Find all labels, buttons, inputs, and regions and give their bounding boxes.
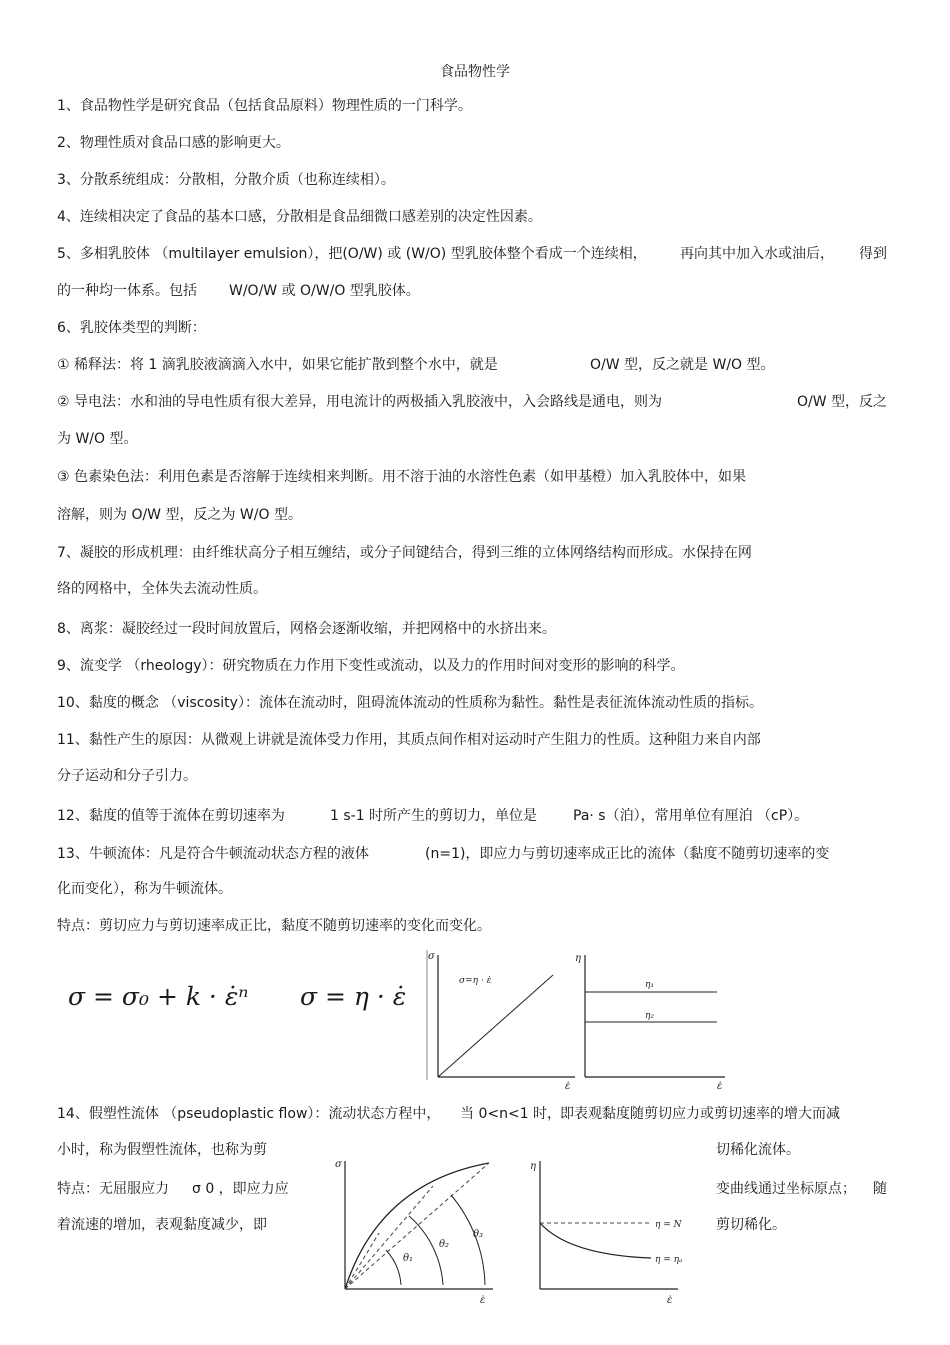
item-14-j: 着流速的增加，表观黏度减少，即 <box>57 1217 267 1233</box>
item-6-1-b: O/W 型，反之就是 W/O 型。 <box>590 357 775 373</box>
fig2-left-ylabel: σ <box>335 1159 342 1170</box>
item-3: 3、分散系统组成：分散相，分散介质（也称连续相）。 <box>57 172 395 188</box>
item-14-d: 小时，称为假塑性流体，也称为剪 <box>57 1142 267 1158</box>
item-6-3-a: ③ 色素染色法：利用色素是否溶解于连续相来判断。用不溶于油的水溶性色素（如甲基橙）加入乳胶体中，如果 <box>57 469 746 485</box>
fig2-theta2-arc <box>409 1216 443 1285</box>
item-12-b: 1 s-1 时所产生的剪切力，单位是 <box>330 808 538 824</box>
fig2-right-xlabel: ε̇ <box>667 1295 673 1306</box>
fig1-right-ylabel: η <box>575 953 581 964</box>
item-7-b: 络的网格中，全体失去流动性质。 <box>57 581 267 597</box>
item-5-part-b: 再向其中加入水或油后， <box>680 246 834 262</box>
item-8: 8、离浆：凝胶经过一段时间放置后，网格会逐渐收缩，并把网格中的水挤出来。 <box>57 621 556 637</box>
item-12-c: Pa· s（泊），常用单位有厘泊 （cP）。 <box>573 808 809 824</box>
item-13-c: 化而变化），称为牛顿流体。 <box>57 881 232 897</box>
fig1-eta2-label: η₂ <box>645 1011 654 1021</box>
item-14-i: 随 <box>873 1181 887 1197</box>
item-14-c: 即表观黏度随剪切应力或剪切速率的增大而减 <box>560 1106 840 1122</box>
item-6-2-c: 为 W/O 型。 <box>57 431 138 447</box>
item-6-2-b: O/W 型，反之 <box>796 394 887 410</box>
item-14-h: 变曲线通过坐标原点； <box>716 1181 856 1197</box>
newtonian-figure <box>425 945 755 1090</box>
fig2-secant-2 <box>345 1186 433 1289</box>
item-14-k: 剪切稀化。 <box>716 1217 786 1233</box>
item-13-b: (n=1)，即应力与剪切速率成正比的流体（黏度不随剪切速率的变 <box>425 846 830 862</box>
item-14-f: 特点：无屈服应力 <box>57 1181 169 1197</box>
fig1-left-equation: σ=η · ε̇ <box>459 976 492 986</box>
fig1-left-ylabel: σ <box>428 951 435 962</box>
item-13-a: 13、牛顿流体：凡是符合牛顿流动状态方程的液体 <box>57 846 369 862</box>
fig2-theta3-arc <box>451 1195 485 1285</box>
pseudoplastic-figure <box>333 1155 703 1307</box>
item-7-a: 7、凝胶的形成机理：由纤维状高分子相互缠结，或分子间键结合，得到三维的立体网络结构而形成。水保持在网 <box>57 545 752 561</box>
item-6-2-a: ② 导电法：水和油的导电性质有很大差异，用电流计的两极插入乳胶液中，入会路线是通电，则为 <box>57 394 662 410</box>
fig2-theta1-label: θ₁ <box>403 1253 414 1264</box>
formula-newtonian: σ = η · ε̇ <box>300 982 407 1011</box>
item-11-b: 分子运动和分子引力。 <box>57 768 197 784</box>
fig2-theta1-arc <box>386 1250 401 1285</box>
item-10: 10、黏度的概念 （viscosity）：流体在流动时，阻碍流体流动的性质称为黏性。黏性是表征流体流动性质的指标。 <box>57 695 763 711</box>
fig2-eta-a-curve <box>540 1223 651 1258</box>
fig2-theta2-label: θ₂ <box>439 1239 450 1250</box>
fig2-right-ylabel: η <box>530 1161 536 1172</box>
fig1-eta1-label: η₁ <box>645 980 654 990</box>
page-title: 食品物性学 <box>440 64 510 80</box>
fig1-left-stress-line <box>438 975 553 1077</box>
fig2-secant-1 <box>345 1233 379 1289</box>
formula-power-law: σ = σ₀ + k · ε̇ⁿ <box>68 982 249 1011</box>
fig1-right-xlabel: ε̇ <box>717 1081 723 1092</box>
item-6-1-a: ① 稀释法：将 1 滴乳胶液滴滴入水中，如果它能扩散到整个水中，就是 <box>57 357 498 373</box>
item-14-a: 14、假塑性流体 （pseudoplastic flow）：流动状态方程中， <box>57 1106 441 1122</box>
item-14-e: 切稀化流体。 <box>716 1142 800 1158</box>
item-11-a: 11、黏性产生的原因：从微观上讲就是流体受力作用，其质点间作相对运动时产生阻力的性质。这种阻力来自内部 <box>57 732 761 748</box>
fig2-eta-n-label: η = N <box>655 1220 682 1230</box>
item-5-part-a: 5、多相乳胶体 （multilayer emulsion），把(O/W) 或 (W/O) 型乳胶体整个看成一个连续相， <box>57 246 647 262</box>
item-5-part-d: 的一种均一体系。包括 <box>57 283 197 299</box>
item-14-b: 当 0<n<1 时， <box>460 1106 562 1122</box>
item-4: 4、连续相决定了食品的基本口感，分散相是食品细微口感差别的决定性因素。 <box>57 209 542 225</box>
item-14-g: σ 0 ，即应力应 <box>192 1181 289 1197</box>
fig2-theta3-label: θ₃ <box>473 1229 484 1240</box>
fig2-eta-a-label: η = ηₐ <box>655 1255 683 1265</box>
item-12-a: 12、黏度的值等于流体在剪切速率为 <box>57 808 285 824</box>
item-2: 2、物理性质对食品口感的影响更大。 <box>57 135 290 151</box>
item-5-part-c: 得到 <box>859 246 887 262</box>
item-9: 9、流变学 （rheology）：研究物质在力作用下变性或流动，以及力的作用时间对变形的影响的科学。 <box>57 658 685 674</box>
item-1: 1、食品物性学是研究食品（包括食品原料）物理性质的一门科学。 <box>57 98 472 114</box>
item-6: 6、乳胶体类型的判断： <box>57 320 206 336</box>
item-5-part-e: W/O/W 或 O/W/O 型乳胶体。 <box>229 283 420 299</box>
fig1-left-xlabel: ε̇ <box>565 1081 571 1092</box>
item-6-3-b: 溶解，则为 O/W 型，反之为 W/O 型。 <box>57 507 302 523</box>
item-13-feature: 特点：剪切应力与剪切速率成正比，黏度不随剪切速率的变化而变化。 <box>57 918 491 934</box>
fig2-left-xlabel: ε̇ <box>480 1295 486 1306</box>
fig2-secant-3 <box>345 1163 489 1289</box>
